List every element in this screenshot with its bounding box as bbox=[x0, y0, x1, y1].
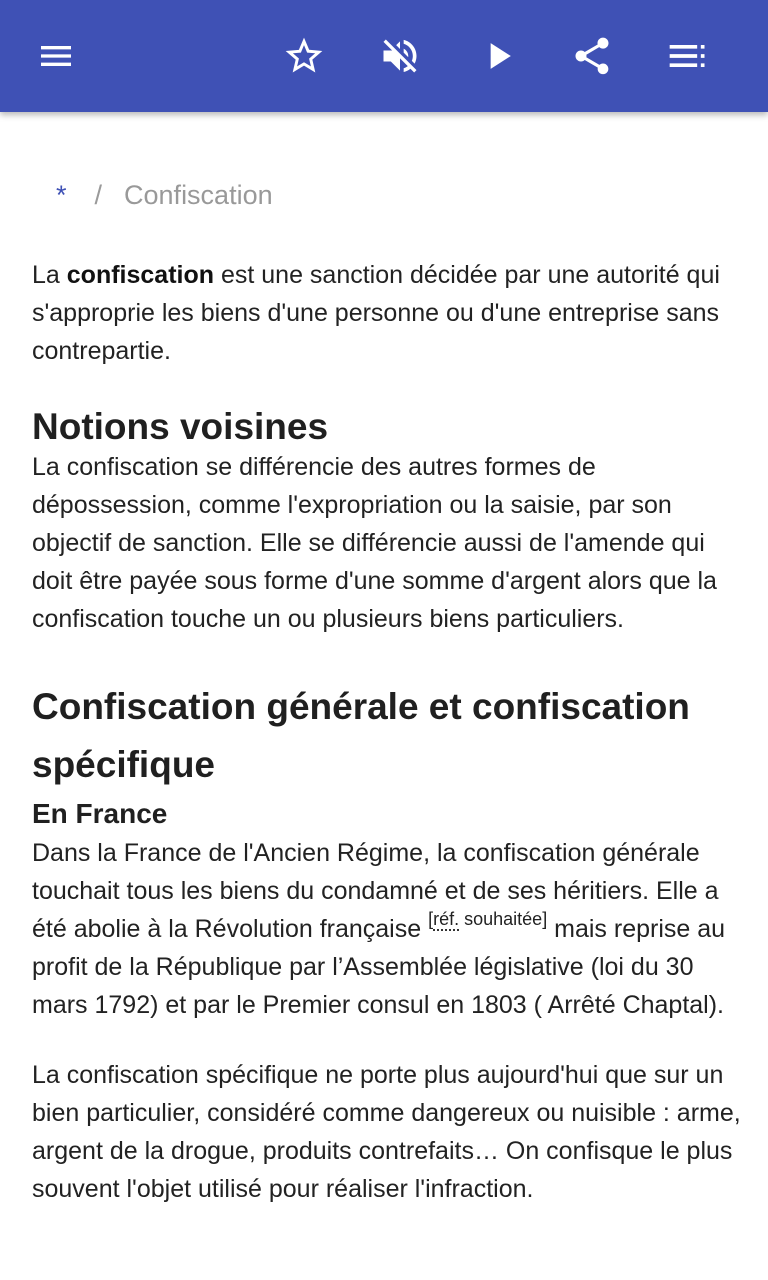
play-icon bbox=[476, 34, 520, 78]
paragraph-text: mais reprise au profit de la République par l’Assemblée législative (loi du 30 mars 1792) et par le Premier consul en 1803 ( Arrêté Chaptal). bbox=[32, 915, 726, 1019]
citation-label: souhaitée] bbox=[459, 909, 548, 929]
subsection-title: En France bbox=[32, 798, 168, 829]
intro-lead: La bbox=[32, 261, 67, 289]
article-body bbox=[32, 256, 742, 1208]
app-toolbar bbox=[0, 0, 768, 112]
share-icon bbox=[570, 34, 614, 78]
citation-bracket: [ bbox=[428, 909, 434, 929]
section-notions bbox=[32, 398, 742, 638]
breadcrumb-separator: / bbox=[94, 180, 103, 210]
play-button[interactable] bbox=[470, 28, 526, 84]
menu-icon bbox=[36, 36, 76, 76]
section-title: Confiscation générale et confiscation spécifique bbox=[32, 686, 690, 785]
share-button[interactable] bbox=[564, 28, 620, 84]
paragraph-text: Dans la France de l'Ancien Régime, la confiscation générale touchait tous les biens du condamné et de ses héritiers. Elle a été abolie à la Révolution française bbox=[32, 839, 719, 943]
mute-button[interactable] bbox=[372, 28, 428, 84]
section-confiscation bbox=[32, 678, 742, 1208]
star-outline-icon bbox=[282, 34, 326, 78]
intro-paragraph bbox=[32, 256, 742, 370]
breadcrumb-home-link[interactable]: * bbox=[56, 180, 67, 210]
section-paragraph: La confiscation spécifique ne porte plus aujourd'hui que sur un bien particulier, considéré comme dangereux ou nuisible : arme, argent de la drogue, produits contrefaits… On confisque le plus souvent l'objet utilisé pour réaliser l'infraction. bbox=[32, 1061, 741, 1203]
favorite-button[interactable] bbox=[276, 28, 332, 84]
breadcrumb-current: Confiscation bbox=[124, 180, 273, 210]
citation-link[interactable]: réf. bbox=[433, 909, 460, 929]
section-title: Notions voisines bbox=[32, 406, 329, 447]
section-paragraph bbox=[32, 834, 742, 1024]
menu-button[interactable] bbox=[28, 28, 84, 84]
table-of-contents-button[interactable] bbox=[660, 28, 716, 84]
intro-rest: est une sanction décidée par une autorité qui s'approprie les biens d'une personne ou d'une entreprise sans contrepartie. bbox=[32, 261, 720, 365]
playlist-icon bbox=[666, 34, 710, 78]
breadcrumb bbox=[56, 180, 273, 211]
intro-term: confiscation bbox=[66, 261, 215, 289]
citation-needed bbox=[428, 909, 547, 931]
section-paragraph: La confiscation se différencie des autres formes de dépossession, comme l'expropriation ou la saisie, par son objectif de sanction. Elle se différencie aussi de l'amende qui doit être payée sous forme d'une somme d'argent alors que la confiscation touche un ou plusieurs biens particuliers. bbox=[32, 453, 717, 633]
volume-off-icon bbox=[378, 34, 422, 78]
article-content bbox=[0, 112, 768, 1280]
